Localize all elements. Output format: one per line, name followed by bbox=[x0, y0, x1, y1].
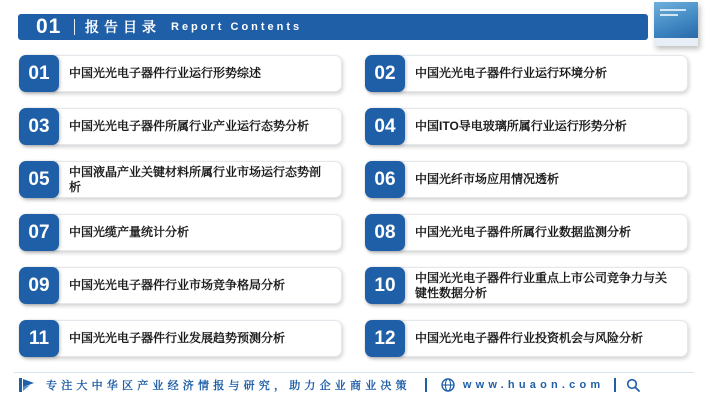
toc-item-number: 08 bbox=[365, 214, 405, 251]
toc-item-07[interactable] bbox=[20, 214, 342, 251]
toc-item-number: 01 bbox=[19, 55, 59, 92]
toc-item-label: 中国光光电子器件行业运行环境分析 bbox=[415, 66, 608, 80]
toc-item-number: 10 bbox=[365, 267, 405, 304]
toc-item-08[interactable] bbox=[366, 214, 688, 251]
footer-divider bbox=[614, 378, 616, 392]
flag-logo-icon bbox=[18, 377, 36, 393]
section-header bbox=[18, 14, 648, 40]
toc-item-label: 中国光光电子器件行业运行形势综述 bbox=[69, 66, 262, 80]
toc-item-number: 02 bbox=[365, 55, 405, 92]
toc-item-label: 中国ITO导电玻璃所属行业运行形势分析 bbox=[415, 119, 627, 133]
section-number: 01 bbox=[36, 15, 62, 38]
header-divider bbox=[74, 19, 75, 35]
toc-item-label: 中国光光电子器件所属行业产业运行态势分析 bbox=[69, 119, 310, 133]
footer-divider bbox=[425, 378, 427, 392]
report-cover-thumbnail bbox=[654, 2, 698, 46]
toc-item-label: 中国光缆产量统计分析 bbox=[69, 225, 190, 239]
toc-item-09[interactable] bbox=[20, 267, 342, 304]
toc-item-02[interactable] bbox=[366, 55, 688, 92]
toc-item-10[interactable] bbox=[366, 267, 688, 304]
search-icon[interactable] bbox=[626, 378, 640, 392]
toc-item-05[interactable] bbox=[20, 161, 342, 198]
website-link[interactable]: www.huaon.com bbox=[462, 378, 605, 391]
toc-item-06[interactable] bbox=[366, 161, 688, 198]
toc-item-11[interactable] bbox=[20, 320, 342, 357]
toc-item-04[interactable] bbox=[366, 108, 688, 145]
globe-icon bbox=[441, 378, 455, 392]
toc-item-label: 中国光光电子器件行业投资机会与风险分析 bbox=[415, 331, 644, 345]
toc-item-number: 07 bbox=[19, 214, 59, 251]
toc-item-number: 11 bbox=[19, 320, 59, 357]
toc-item-number: 06 bbox=[365, 161, 405, 198]
toc-item-label: 中国光光电子器件行业市场竞争格局分析 bbox=[69, 278, 286, 292]
toc-item-label: 中国光纤市场应用情况透析 bbox=[415, 172, 560, 186]
section-title: 报告目录 bbox=[85, 19, 161, 35]
toc-item-number: 03 bbox=[19, 108, 59, 145]
toc-item-label: 中国光光电子器件行业发展趋势预测分析 bbox=[69, 331, 286, 345]
toc-item-label: 中国光光电子器件所属行业数据监测分析 bbox=[415, 225, 632, 239]
toc-item-label: 中国液晶产业关键材料所属行业市场运行态势剖析 bbox=[69, 164, 322, 194]
toc-item-03[interactable] bbox=[20, 108, 342, 145]
toc-item-number: 04 bbox=[365, 108, 405, 145]
toc-item-12[interactable] bbox=[366, 320, 688, 357]
toc-item-number: 09 bbox=[19, 267, 59, 304]
footer-slogan: 专注大中华区产业经济情报与研究，助力企业商业决策 bbox=[46, 379, 411, 392]
toc-item-number: 05 bbox=[19, 161, 59, 198]
toc-item-number: 12 bbox=[365, 320, 405, 357]
toc-item-label: 中国光光电子器件行业重点上市公司竞争力与关键性数据分析 bbox=[415, 270, 668, 300]
page-footer bbox=[14, 372, 694, 396]
section-title-english: Report Contents bbox=[171, 21, 303, 33]
toc-item-01[interactable] bbox=[20, 55, 342, 92]
